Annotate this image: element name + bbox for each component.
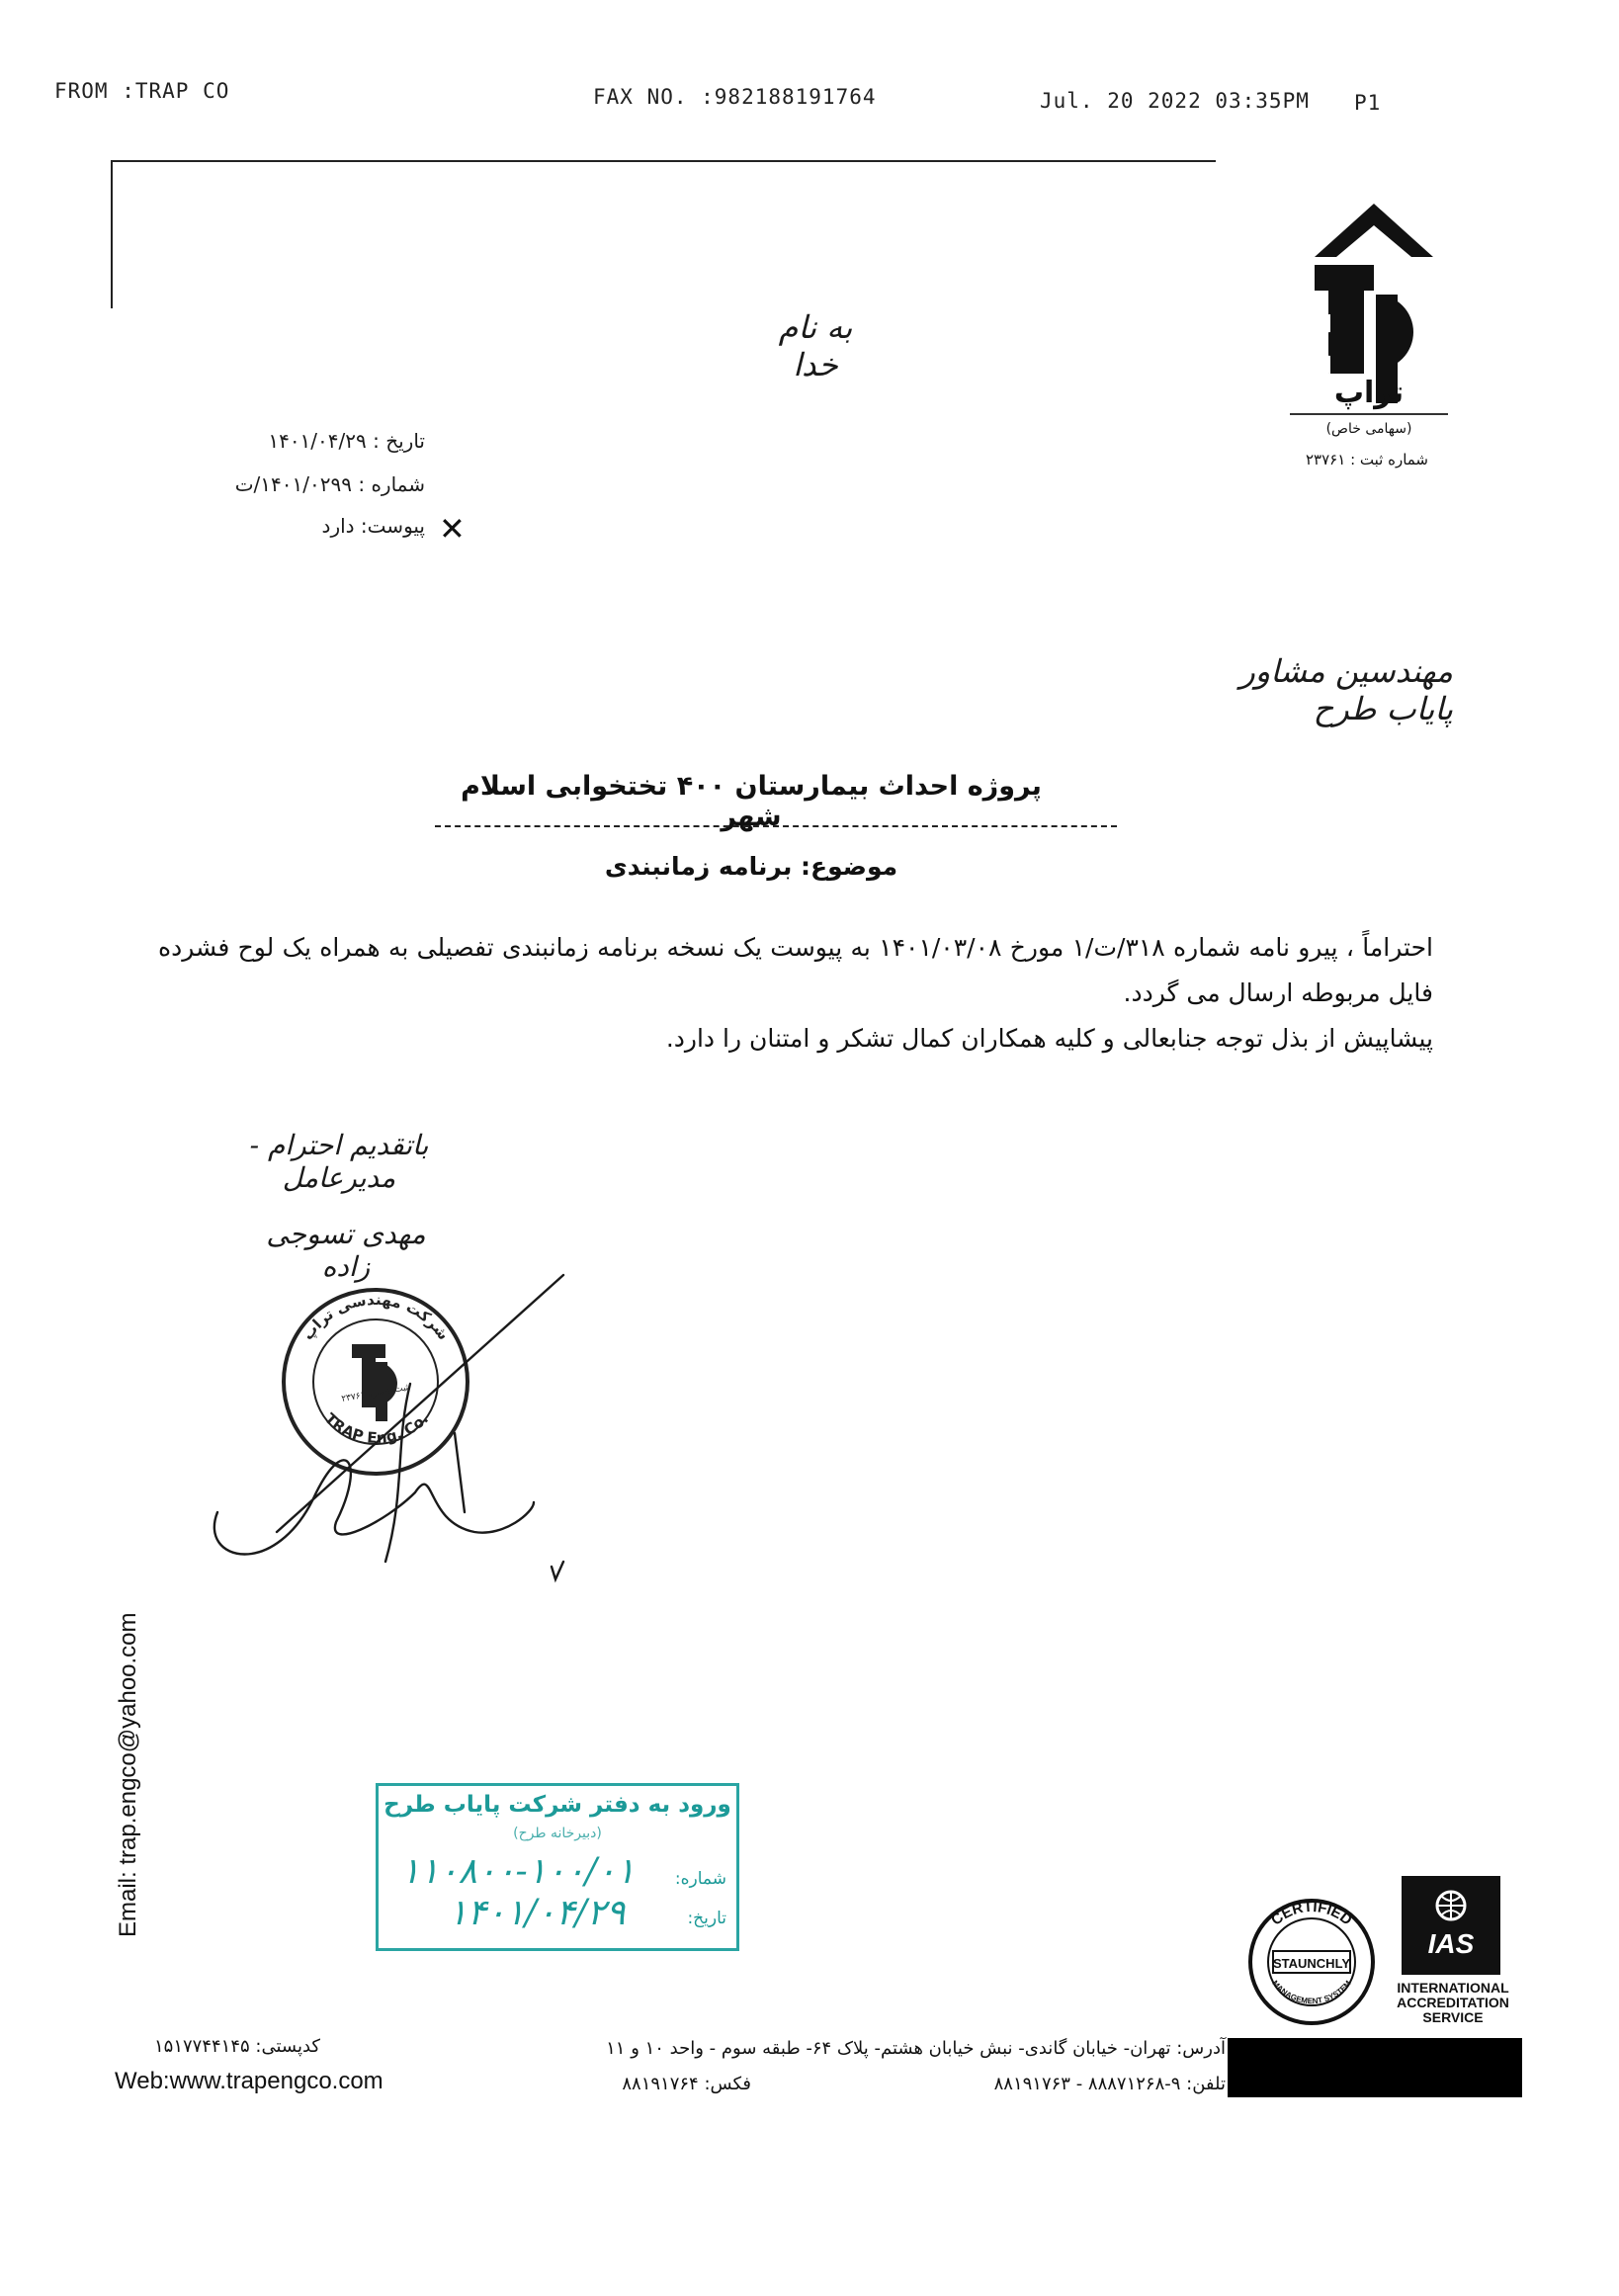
staunchly-text: STAUNCHLY: [1272, 1956, 1351, 1971]
fax-page: P1: [1354, 91, 1382, 115]
svg-text:MANAGEMENT SYSTEM: [1270, 1979, 1352, 2005]
frame-top-line: [111, 160, 1216, 162]
footer-address: آدرس: تهران- خیابان گاندی- نبش خیابان هشتم- پلاک ۶۴- طبقه سوم - واحد ۱۰ و ۱۱: [606, 2038, 1226, 2059]
footer-fax: فکس: ۸۸۱۹۱۷۶۴: [622, 2074, 751, 2094]
email: Email: trap.engco@yahoo.com: [115, 1612, 141, 1937]
staunchly-certified-badge: [1247, 1898, 1376, 2026]
frame-left-line: [111, 160, 113, 308]
letter-date: تاریخ : ۱۴۰۱/۰۴/۲۹: [268, 429, 425, 453]
receipt-date-value: ۱۴۰۱/۰۴/۲۹: [448, 1893, 626, 1933]
company-short-name: تراپ: [1333, 376, 1405, 410]
fax-datetime: Jul. 20 2022 03:35PM: [1040, 89, 1310, 113]
attachment-mark: ✕: [439, 510, 466, 548]
closing-regards: باتقدیم احترام - مدیرعامل: [249, 1129, 429, 1194]
seal-top-text: شرکت مهندسی تراپ: [298, 1290, 453, 1344]
certified-text: CERTIFIED: [1267, 1898, 1356, 1929]
registration-number: شماره ثبت : ۲۳۷۶۱: [1306, 451, 1428, 468]
project-title: پروژه احداث بیمارستان ۴۰۰ تختخوابی اسلام شهر: [461, 771, 1042, 832]
receipt-number-label: شماره:: [674, 1869, 726, 1889]
attachment: پیوست: دارد: [321, 514, 425, 538]
logo-divider: [1290, 413, 1448, 415]
receipt-stamp-subtitle: (دبیرخانه طرح): [513, 1826, 602, 1841]
ias-line-3: SERVICE: [1422, 2009, 1484, 2025]
company-type: (سهامی خاص): [1325, 421, 1412, 437]
svg-text:CERTIFIED: [1268, 1899, 1355, 1929]
seal-registration: ۲۳۷۶۱ ثبت شماره: [340, 1383, 409, 1404]
ias-line-1: INTERNATIONAL: [1397, 1980, 1509, 1996]
ias-logo: [1402, 1876, 1500, 1975]
fax-number: FAX NO. :982188191764: [593, 85, 877, 109]
fax-from: FROM :TRAP CO: [54, 79, 230, 103]
title-underline: [435, 825, 1117, 827]
receipt-stamp: [376, 1783, 739, 1951]
website[interactable]: Web:www.trapengco.com: [115, 2068, 383, 2094]
receipt-number-value: ۱۱۰۸۰۰-۱۰۰/۰۱: [400, 1851, 636, 1892]
management-system-text: MANAGEMENT SYSTEM: [1270, 1979, 1353, 2006]
receipt-date-label: تاریخ:: [687, 1909, 726, 1928]
signatory-name: مهدی تسوجی زاده: [266, 1218, 426, 1283]
ias-caption: [1384, 1981, 1522, 2025]
footer-phone: تلفن: ۹-۸۸۸۷۱۲۶۸ - ۸۸۱۹۱۷۶۳: [993, 2074, 1226, 2094]
letter-number: شماره : ۱۴۰۱/۰۲۹۹/ت: [234, 472, 425, 496]
seal-bottom-text: TRAP Eng. Co.: [320, 1409, 432, 1447]
svg-text:IAS: IAS: [1427, 1928, 1475, 1959]
basmala: به نام خدا: [778, 308, 853, 383]
recipient: مهندسین مشاور پایاب طرح: [1239, 652, 1453, 727]
footer-black-bar: [1228, 2038, 1522, 2097]
body-paragraph-1: احتراماً ، پیرو نامه شماره ۳۱۸/ت/۱ مورخ ۱۴۰۱/۰۳/۰۸ به پیوست یک نسخه برنامه زمانبندی تفصیلی به همراه یک لوح فشرده فایل مربوطه ارسال می گردد.: [158, 933, 1433, 1007]
receipt-stamp-title: ورود به دفتر شرکت پایاب طرح: [383, 1792, 731, 1818]
subject: موضوع: برنامه زمانبندی: [604, 852, 898, 881]
signature: [158, 1265, 583, 1601]
ias-line-2: ACCREDITATION: [1397, 1995, 1509, 2010]
body-paragraph-2: پیشاپیش از بذل توجه جنابعالی و کلیه همکاران کمال تشکر و امتنان را دارد.: [665, 1024, 1433, 1053]
postal-code: کدپستی: ۱۵۱۷۷۴۴۱۴۵: [154, 2036, 320, 2057]
